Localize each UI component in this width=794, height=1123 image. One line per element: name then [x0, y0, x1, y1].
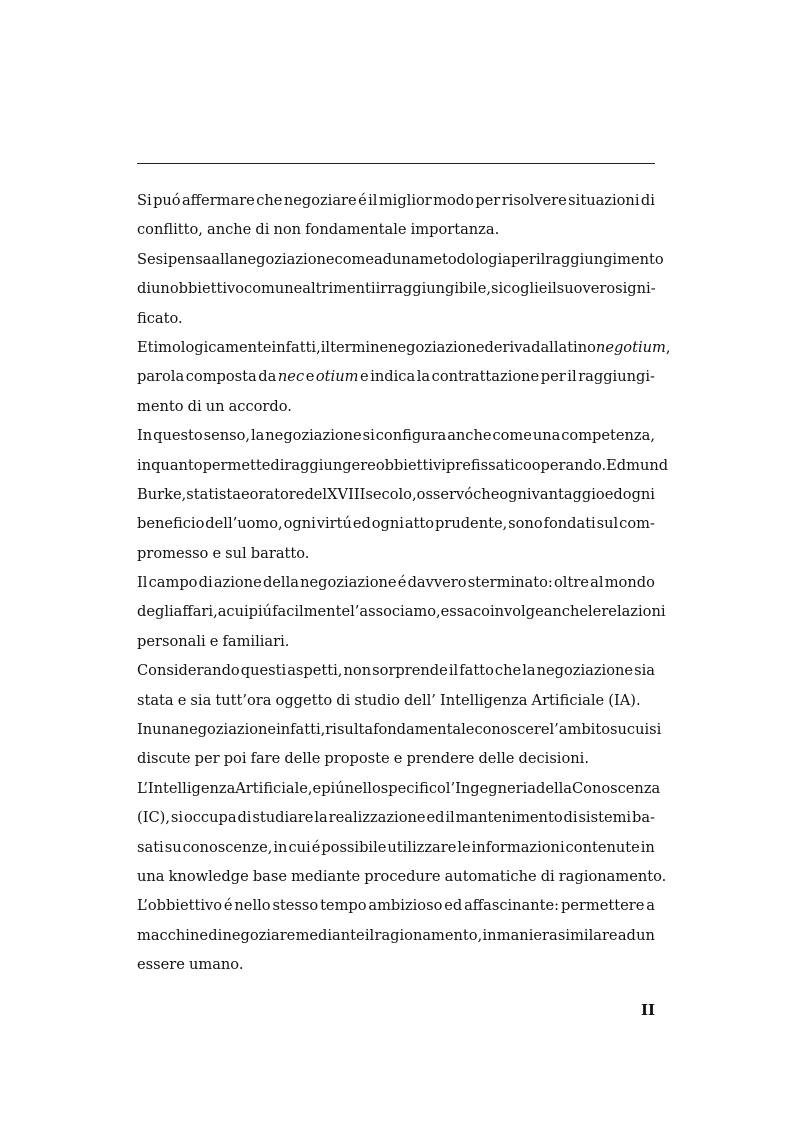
word: informazioni	[471, 838, 565, 856]
word: negoziazione	[265, 427, 362, 445]
word: in	[640, 838, 655, 856]
text-line	[137, 627, 655, 656]
word: ad	[617, 926, 636, 944]
word: il	[448, 662, 459, 680]
word: possibile	[321, 838, 387, 856]
word: piú	[321, 779, 345, 797]
text-line	[137, 509, 655, 538]
word	[278, 362, 304, 391]
word: sul	[596, 515, 619, 533]
word: di	[208, 926, 223, 944]
word: base	[252, 867, 287, 885]
word: studiare	[252, 809, 314, 827]
word: su	[164, 838, 182, 856]
word: nello	[234, 897, 271, 915]
word: ad	[373, 250, 393, 268]
word: beneficio	[137, 515, 205, 533]
word: a	[646, 897, 655, 915]
word: della	[535, 779, 572, 797]
word: delle	[478, 750, 515, 768]
word: atto	[404, 515, 435, 533]
word: oratore	[249, 485, 305, 503]
word: di	[187, 397, 202, 415]
word: ambizioso	[368, 897, 443, 915]
word: mento	[137, 397, 184, 415]
word: alla	[211, 250, 239, 268]
word: mediante	[291, 867, 361, 885]
word: coglie	[503, 280, 548, 298]
word: raggiungi-	[578, 368, 655, 386]
word: affari,	[173, 603, 218, 621]
word: proposte	[324, 750, 390, 768]
word: Artificiale	[531, 691, 605, 709]
word: una	[392, 250, 420, 268]
word: sati	[137, 838, 164, 856]
word: relazioni	[601, 603, 666, 621]
word: di	[640, 192, 655, 209]
word: il	[364, 926, 375, 944]
word: essa	[440, 603, 473, 621]
text-line	[137, 656, 655, 685]
word	[316, 362, 359, 391]
word: su	[610, 721, 627, 739]
word: di	[270, 456, 285, 474]
word: negoziazione	[179, 721, 277, 739]
word: maniera	[496, 926, 558, 944]
word: é	[397, 574, 407, 592]
word: competenza,	[561, 427, 655, 445]
word	[596, 333, 671, 362]
word: é	[223, 897, 233, 915]
word: (IA).	[608, 691, 641, 709]
word: non	[343, 662, 372, 680]
word: che	[256, 192, 283, 209]
paragraph	[137, 891, 655, 979]
word: deriva	[484, 338, 532, 356]
word: che	[473, 485, 500, 503]
word: infatti,	[271, 338, 321, 356]
text-line	[137, 862, 667, 891]
word: una	[152, 721, 180, 739]
word: contrattazione	[431, 368, 540, 386]
word: l’	[445, 779, 456, 797]
paragraph	[137, 568, 666, 656]
word: virtú	[316, 515, 352, 533]
text-line	[137, 480, 655, 509]
word: prudente,	[435, 515, 508, 533]
word: l’associamo,	[350, 603, 441, 621]
word: contenute	[565, 838, 640, 856]
word: prendere	[406, 750, 475, 768]
text-line	[137, 186, 655, 215]
word: una	[137, 867, 165, 885]
word: baratto.	[250, 544, 310, 562]
word: si	[170, 809, 184, 827]
text-line	[137, 950, 655, 979]
word: e	[393, 750, 403, 768]
page-number: II	[640, 1001, 655, 1019]
word: ogni	[622, 485, 655, 503]
word: ogni	[499, 485, 532, 503]
word: poi	[223, 750, 247, 768]
word: L’obbiettivo	[137, 897, 223, 915]
word: negoziare	[283, 192, 357, 209]
word: conoscenze,	[182, 838, 273, 856]
text-line	[137, 362, 655, 391]
word: secolo,	[365, 485, 417, 503]
word: conflitto,	[137, 221, 203, 239]
word: oltre	[554, 574, 589, 592]
text-line	[137, 333, 671, 362]
word: Si	[137, 192, 152, 209]
word: fare	[250, 750, 281, 768]
word: di	[255, 221, 270, 239]
word: composta	[185, 368, 257, 386]
text-line	[137, 833, 655, 862]
word: e	[209, 632, 219, 650]
word: della	[262, 574, 299, 592]
word: per	[540, 368, 566, 386]
text-line	[137, 451, 669, 480]
word: negoziazione	[536, 662, 634, 680]
word: l’ambito	[549, 721, 611, 739]
word: che	[494, 662, 522, 680]
word: stesso	[272, 897, 319, 915]
word: davvero	[407, 574, 467, 592]
word: sistemi	[578, 809, 632, 827]
word: oggetto	[275, 691, 333, 709]
word: di	[540, 867, 555, 885]
word: mondo	[604, 574, 655, 592]
word: ogni	[371, 515, 404, 533]
word: il	[445, 809, 455, 827]
text-line	[137, 215, 655, 244]
word: Considerando	[137, 662, 240, 680]
word: mantenimento	[455, 809, 563, 827]
word: occupa	[183, 809, 237, 827]
text-line	[137, 686, 655, 715]
word: essere	[137, 956, 185, 974]
word: sono	[508, 515, 543, 533]
word: affermare	[181, 192, 255, 209]
word: si	[362, 427, 375, 445]
word: questi	[240, 662, 287, 680]
word: decisioni.	[518, 750, 589, 768]
word: per	[194, 750, 220, 768]
word: Conoscenza	[572, 779, 661, 797]
word: campo	[148, 574, 198, 592]
word: indica	[370, 368, 416, 386]
text-line	[137, 421, 655, 450]
word: raggiungimento	[545, 250, 664, 268]
word: ed	[604, 485, 623, 503]
word: vero	[582, 280, 616, 298]
word: la	[314, 809, 328, 827]
word: é	[311, 838, 321, 856]
word: mediante	[295, 926, 365, 944]
word: la	[416, 368, 431, 386]
word: al	[590, 574, 604, 592]
word: anche	[543, 603, 589, 621]
word: di	[563, 809, 578, 827]
word: pensa	[167, 250, 212, 268]
word: ficato.	[137, 309, 183, 327]
word: il	[368, 192, 378, 209]
word: cooperando.	[514, 456, 607, 474]
word: In	[137, 721, 153, 739]
word: sia	[190, 691, 212, 709]
word: irraggiungibile,	[375, 280, 491, 298]
word: in	[273, 838, 288, 856]
body-text	[137, 186, 671, 980]
word: ragionamento.	[558, 867, 667, 885]
text-line	[137, 774, 661, 803]
word: e	[177, 691, 187, 709]
word: dal	[531, 338, 554, 356]
word: osservó	[416, 485, 474, 503]
word: cui	[288, 838, 311, 856]
word: per	[510, 250, 536, 268]
word: cui	[226, 603, 249, 621]
word: Se	[137, 250, 156, 268]
word: obbiettivo	[169, 280, 245, 298]
word: sorprende	[372, 662, 448, 680]
word: anche	[447, 427, 492, 445]
word: del	[304, 485, 328, 503]
word: dell’	[403, 691, 436, 709]
word: senso,	[203, 427, 251, 445]
word: suo	[556, 280, 583, 298]
word: cui	[626, 721, 650, 739]
word: Artificiale,	[235, 779, 313, 797]
word: di	[198, 574, 213, 592]
word: il	[320, 338, 331, 356]
word: promesso	[137, 544, 209, 562]
word: sul	[225, 544, 247, 562]
word: umano.	[188, 956, 244, 974]
word: Edmund	[606, 456, 669, 474]
text-line	[137, 921, 655, 950]
word: signi-	[615, 280, 656, 298]
word: tempo	[320, 897, 367, 915]
paragraph	[137, 186, 655, 245]
word: comune	[244, 280, 303, 298]
punctuation: ,	[665, 338, 671, 356]
text-line	[137, 568, 655, 597]
word: specifico	[380, 779, 446, 797]
text-line	[137, 803, 655, 832]
word: XVIII	[327, 485, 366, 503]
word: metodologia	[419, 250, 511, 268]
word: Ingegneria	[455, 779, 536, 797]
word: negoziazione	[388, 338, 485, 356]
word: a	[217, 603, 227, 621]
word: tutt’ora	[215, 691, 272, 709]
word: piú	[248, 603, 273, 621]
word: coinvolge	[473, 603, 544, 621]
text-line	[137, 539, 655, 568]
word: latino	[553, 338, 596, 356]
word: facilmente	[272, 603, 351, 621]
word: sia	[634, 662, 655, 680]
word: sterminato:	[467, 574, 553, 592]
word: familiari.	[222, 632, 290, 650]
word: si	[491, 280, 504, 298]
italic-word: negotium	[595, 338, 666, 356]
word: In	[137, 427, 153, 445]
word: la	[250, 427, 265, 445]
word: L’Intelligenza	[137, 779, 236, 797]
word: modo	[433, 192, 474, 209]
word: il	[567, 368, 577, 386]
word: procedure	[364, 867, 441, 885]
italic-word: otium	[315, 368, 359, 386]
word: risulta	[325, 721, 374, 739]
word: non	[273, 221, 302, 239]
word: e	[240, 485, 250, 503]
word: statista	[186, 485, 241, 503]
word: Intelligenza	[440, 691, 528, 709]
word: Burke,	[137, 485, 187, 503]
word: azione	[213, 574, 262, 592]
word: in	[482, 926, 497, 944]
word: negoziazione	[300, 574, 397, 592]
word: configura	[375, 427, 447, 445]
word: delle	[284, 750, 321, 768]
word: automatiche	[444, 867, 537, 885]
word: una	[532, 427, 561, 445]
word: come	[334, 250, 374, 268]
word: dell’uomo,	[205, 515, 283, 533]
word: questo	[153, 427, 203, 445]
word: si	[155, 250, 168, 268]
word: altrimenti	[302, 280, 376, 298]
word: fatto	[459, 662, 494, 680]
word: affascinante:	[464, 897, 560, 915]
paragraph	[137, 656, 655, 715]
word: similare	[557, 926, 618, 944]
word: personali	[137, 632, 206, 650]
word: ogni	[283, 515, 316, 533]
word: da	[258, 368, 277, 386]
word: miglior	[378, 192, 432, 209]
word: risolvere	[501, 192, 567, 209]
word: fondati	[543, 515, 596, 533]
word: knowledge	[168, 867, 249, 885]
word: e	[360, 368, 369, 386]
word: negoziazione	[238, 250, 335, 268]
word: come	[492, 427, 532, 445]
word: termine	[330, 338, 389, 356]
word: ragionamento,	[374, 926, 483, 944]
word: anche	[207, 221, 252, 239]
word: ed	[426, 809, 445, 827]
word: fondamentale	[305, 221, 407, 239]
word: conoscere	[474, 721, 550, 739]
paragraph	[137, 774, 667, 892]
text-line	[137, 274, 655, 303]
header-rule	[137, 163, 655, 164]
word: si	[649, 721, 662, 739]
word: il	[535, 250, 546, 268]
word: degli	[137, 603, 174, 621]
word: macchine	[137, 926, 208, 944]
word: un	[151, 280, 170, 298]
word: e	[212, 544, 222, 562]
word: studio	[354, 691, 400, 709]
word: le	[457, 838, 471, 856]
text-line	[137, 715, 662, 744]
word: ed	[444, 897, 463, 915]
word: aspetti,	[287, 662, 343, 680]
word: di	[237, 809, 252, 827]
word: Il	[137, 574, 148, 592]
word: accordo.	[228, 397, 292, 415]
word: ba-	[632, 809, 655, 827]
word: stata	[137, 691, 174, 709]
word: la	[522, 662, 536, 680]
italic-word: nec	[277, 368, 305, 386]
paragraph	[137, 333, 671, 421]
text-line	[137, 597, 666, 626]
text-line	[137, 744, 655, 773]
word: nello	[344, 779, 381, 797]
word: e	[312, 779, 322, 797]
word: parola	[137, 368, 185, 386]
word: vantaggio	[531, 485, 605, 503]
word: (IC),	[137, 809, 170, 827]
text-line	[137, 304, 655, 333]
word: situazioni	[568, 192, 640, 209]
word: per	[475, 192, 501, 209]
word: ed	[352, 515, 371, 533]
word: e	[305, 368, 315, 386]
text-line	[137, 392, 655, 421]
word: discute	[137, 750, 191, 768]
word: in	[137, 456, 152, 474]
word: prefissati	[445, 456, 515, 474]
paragraph	[137, 715, 662, 774]
text-line	[137, 891, 655, 920]
word: un	[205, 397, 225, 415]
word: com-	[619, 515, 655, 533]
word: le	[588, 603, 602, 621]
text-line	[137, 245, 664, 274]
word: il	[547, 280, 557, 298]
word: infatti,	[276, 721, 326, 739]
word: quanto	[151, 456, 203, 474]
word: negoziare	[222, 926, 296, 944]
word: di	[137, 280, 152, 298]
word: di	[336, 691, 351, 709]
word: puó	[153, 192, 181, 209]
word: permette	[202, 456, 271, 474]
word: utilizzare	[387, 838, 457, 856]
word: fondamentale	[373, 721, 475, 739]
word: un	[636, 926, 655, 944]
paragraph	[137, 245, 664, 333]
word: permettere	[560, 897, 645, 915]
word: realizzazione	[328, 809, 426, 827]
paragraph	[137, 421, 669, 568]
word: importanza.	[410, 221, 500, 239]
word: é	[358, 192, 367, 209]
word: Etimologicamente	[137, 338, 272, 356]
word: obbiettivi	[375, 456, 446, 474]
word: raggiungere	[284, 456, 376, 474]
